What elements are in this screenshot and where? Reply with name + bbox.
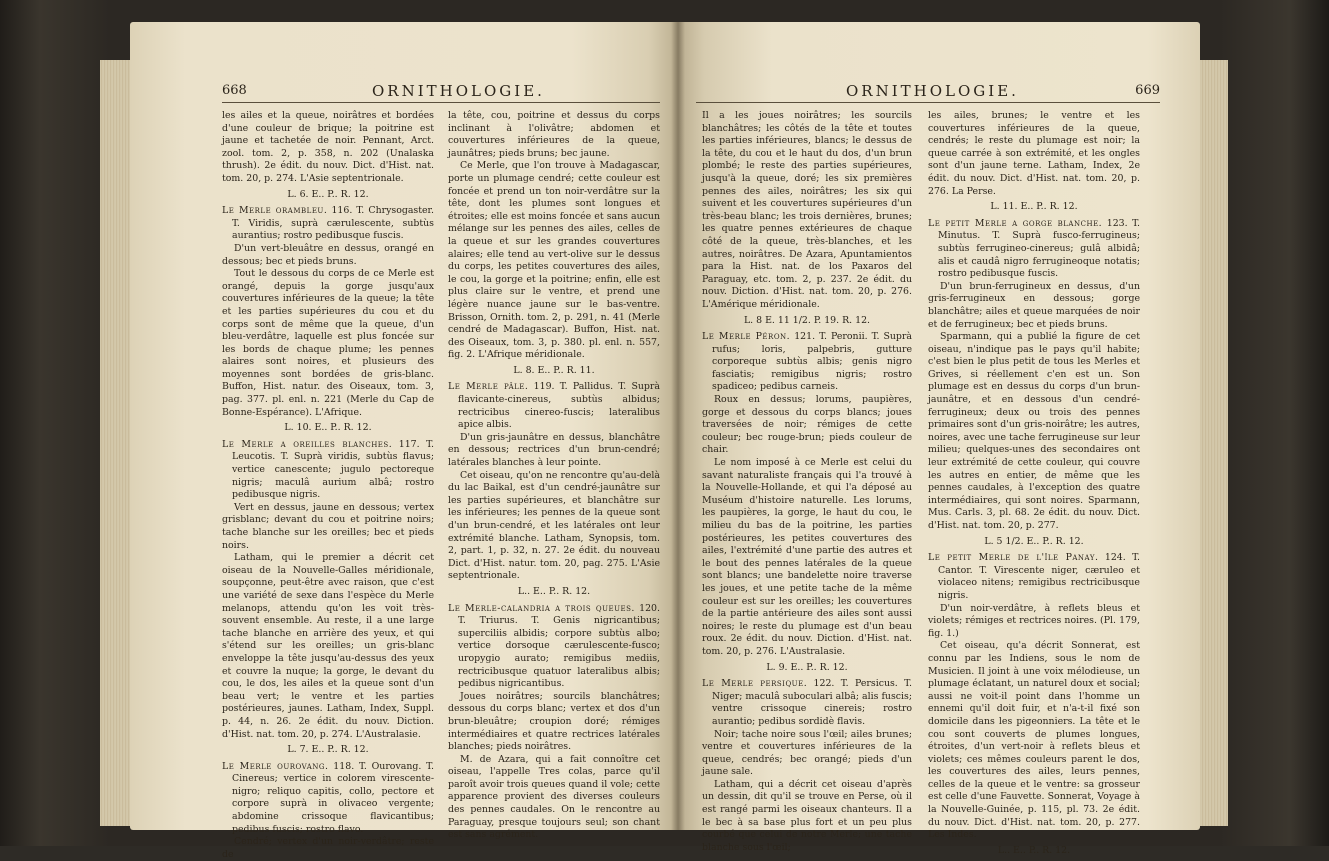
measurement-line: L. 11. E.. P.. R. 12. — [990, 201, 1078, 213]
measurement-line: L. 8 E. 11 1/2. P. 19. R. 12. — [743, 314, 871, 326]
paragraph: D'un gris-jaunâtre en dessus, blanchâtre en dessous; rectrices d'un brun-cendré; latérales blanches à leur pointe. — [448, 431, 660, 469]
species-name: Le Merle persique. — [702, 678, 808, 690]
book-gutter — [671, 22, 685, 830]
species-diagnosis: 118. T. Ourovang. T. Cinereus; vertice in colorem virescente-nigro; reliquo capitis, collo, pectore et corpore suprà in olivaceo vergente; abdomine crissoque flavicantibus; pedibus fuscis; rostro flavo. — [232, 760, 434, 835]
paragraph: Noir; tache noire sous l'œil; ailes brunes; ventre et couvertures inférieures de la queue, cendrés; bec orangé; pieds d'un jaune sale. — [702, 728, 912, 778]
paragraph: Roux en dessus; lorums, paupières, gorge et dessous du corps blancs; joues traversées de noir; rémiges de cette couleur; bec rouge-brun; pieds couleur de chair. — [702, 394, 912, 456]
paragraph: Ce Merle, que l'on trouve à Madagascar, porte un plumage cendré; cette couleur est foncée et prend un ton noir-verdâtre sur la tête, dont les plumes sont longues et étroites; elle est moins foncée et sans aucun mélange sur les pennes des ailes, celles de la queue et sur les grandes couvertures alaires; elle tend au vert-olive sur le dessus du corps, les petites couvertures des ailes, le cou, la gorge et la poitrine; enfin, elle est plus claire sur le ventre, et prend une légère nuance jaune sur le bas-ventre. Brisson, Ornith. tom. 2, p. 291, n. 41 (Merle cendré de Madagascar). Buffon, Hist. nat. des Oiseaux, tom. 3, p. 380. pl. enl. n. 557, fig. 2. L'Afrique méridionale. — [448, 160, 660, 361]
paragraph: D'un brun-ferrugineux en dessus, d'un gris-ferrugineux en dessous; gorge blanchâtre; ailes et queue marquées de noir et de ferrugineux; bec et pieds bruns. — [928, 280, 1140, 330]
species-entry — [928, 218, 1140, 281]
species-entry — [448, 381, 660, 431]
running-title: ORNITHOLOGIE. — [846, 82, 1019, 100]
paragraph: Joues noirâtres; sourcils blanchâtres; dessous du corps blanc; vertex et dos d'un brun-bleuâtre; croupion doré; rémiges intermédiaires et quatre rectrices latérales blanches; pieds noirâtres. — [448, 690, 660, 753]
header-rule — [222, 102, 660, 103]
right-page-column-1 — [702, 110, 912, 853]
paragraph: Latham, qui le premier a décrit cet oiseau de la Nouvelle-Galles méridionale, soupçonne, peut-être avec raison, que c'est une variété de sexe dans l'espèce du Merle melanops, attendu qu'on les voit très-souvent ensemble. Au reste, il a une large tache blanche en arrière des yeux, et qui s'étend sur les oreilles; un gris-blanc enveloppe la tête jusqu'au-dessus des yeux et couvre la nuque; la gorge, le devant du cou, le dos, les ailes et la queue sont d'un beau vert; le ventre et les parties postérieures, jaunes. Latham, Index, Suppl. p. 44, n. 26. 2e édit. du nouv. Diction. d'Hist. nat. tom. 20, p. 274. L'Australasie. — [222, 552, 434, 740]
page-number: 668 — [222, 83, 247, 98]
right-page-edges — [1198, 60, 1228, 826]
paragraph: D'un vert-bleuâtre en dessus, orangé en dessous; bec et pieds bruns. — [222, 242, 434, 267]
species-name: Le petit Merle de l'île Panay. — [928, 552, 1099, 564]
measurement-line: L.. E.. P.. R. 12. — [997, 844, 1071, 856]
species-diagnosis: 121. T. Peronii. T. Suprà rufus; loris, palpebris, gutture corporeque subtùs albis; genis nigro fasciatis; remigibus nigris; rostro spadiceo; pedibus carneis. — [712, 331, 912, 393]
paragraph: Cendré; vertex d'un noir-verdâtre; reste de — [222, 836, 434, 860]
paragraph: Sparmann, qui a publié la figure de cet oiseau, n'indique pas le pays qu'il habite; c'est bien le plus petit de tous les Merles et Grives, si réellement c'en est un. Son plumage est en dessus du corps d'un brun-jaunâtre, et en dessous d'un cendré-ferrugineux; deux ou trois des pennes primaires sont d'un gris-noirâtre; les autres, noires, avec une tache ferrugineuse sur leur milieu; quelques-unes des secondaires ont leur extrémité de cette couleur, qui couvre les autres en entier, de même que les pennes caudales, à l'exception des quatre intermédiaires, qui sont noires. Sparmann, Mus. Carls. 3, pl. 68. 2e édit. du nouv. Dict. d'Hist. nat. tom. 20, p. 277. — [928, 331, 1140, 531]
species-entry — [702, 331, 912, 394]
species-entry — [222, 761, 434, 837]
paragraph: Tout le dessous du corps de ce Merle est orangé, depuis la gorge jusqu'aux couvertures inférieures de la queue; la tête et les parties supérieures du cou et du corps sont de même que la queue, d'un bleu-verdâtre, laquelle est plus foncée sur les bords de chaque plume; les pennes alaires sont noires, et plusieurs des moyennes sont bordées de gris-blanc. Buffon, Hist. natur. des Oiseaux, tom. 3, pag. 377. pl. enl. n. 221 (Merle du Cap de Bonne-Espérance). L'Afrique. — [222, 268, 434, 418]
right-page-header — [696, 82, 1160, 104]
species-entry — [222, 205, 434, 243]
species-name: Le Merle-calandria a trois queues. — [448, 602, 635, 614]
left-page-edges — [100, 60, 130, 826]
running-title: ORNITHOLOGIE. — [372, 82, 545, 100]
continued-paragraph: Il a les joues noirâtres; les sourcils blanchâtres; les côtés de la tête et toutes les parties inférieures, blancs; le dessus de la tête, du cou et le haut du dos, d'un brun plombé; le reste des parties supérieures, jusqu'à la queue, doré; les six premières pennes des ailes, noirâtres; les six qui suivent et les couvertures supérieures d'un très-beau blanc; les trois dernières, brunes; les quatre pennes extérieures de chaque côté de la queue, très-blanches, et les autres, noirâtres. De Azara, Apuntamientos para la Hist. nat. de los Paxaros del Paraguay, etc. tom. 2, p. 237. 2e édit. du nouv. Diction. d'Hist. nat. tom. 20, p. 276. L'Amérique méridionale. — [702, 110, 912, 310]
species-entry — [928, 552, 1140, 602]
left-page-header — [222, 82, 660, 104]
species-diagnosis: 124. T. Cantor. T. Virescente niger, cæruleo et violaceo nitens; remigibus rectricibusque nigris. — [938, 552, 1141, 601]
species-name: Le Merle ourovang. — [222, 760, 329, 772]
species-diagnosis: 123. T. Minutus. T. Suprà fusco-ferrugineus; subtùs ferrugineo-cinereus; gulâ albidâ; alis et caudâ nigro ferrugineoque notatis; rostro pedibusque fuscis. — [938, 217, 1141, 280]
species-diagnosis: 122. T. Persicus. T. Niger; maculâ suboculari albâ; alis fuscis; ventre crissoque cinereis; rostro aurantio; pedibus sordidè flavis. — [712, 678, 912, 727]
paragraph: D'un noir-verdâtre, à reflets bleus et violets; rémiges et rectrices noires. (Pl. 179, fig. 1.) — [928, 602, 1140, 639]
paragraph: Vert en dessus, jaune en dessous; vertex grisblanc; devant du cou et poitrine noirs; tache blanche sur les oreilles; bec et pieds noirs. — [222, 501, 434, 551]
species-diagnosis: 120. T. Triurus. T. Genis nigricantibus; superciliis albidis; corpore subtùs albo; vertice dorsoque cærulescente-fusco; uropygio aurato; remigibus mediis, rectricibusque quatuor lateralibus albis; pedibus nigricantibus. — [458, 602, 661, 690]
species-name: Le Merle Péron. — [702, 331, 791, 343]
header-rule — [696, 102, 1160, 103]
species-diagnosis: 117. T. Leucotis. T. Suprà viridis, subtùs flavus; vertice canescente; jugulo pectoreque nigris; maculâ aurium albâ; rostro pedibusque nigris. — [232, 438, 434, 501]
page-number: 669 — [1135, 83, 1160, 98]
measurement-line: L. 6. E.. P.. R. 12. — [287, 188, 369, 200]
right-page-column-2 — [928, 110, 1141, 856]
species-name: Le Merle a oreilles blanches. — [222, 438, 393, 450]
measurement-line: L. 9. E.. P.. R. 12. — [766, 661, 848, 673]
continued-paragraph: les ailes et la queue, noirâtres et bordées d'une couleur de brique; la poitrine est jaune et tachetée de noir. Pennant, Arct. zool. tom. 2, p. 358, n. 202 (Unalaska thrush). 2e édit. du nouv. Dict. d'Hist. nat. tom. 20, p. 274. L'Asie septentrionale. — [222, 110, 434, 184]
left-page-column-2 — [448, 110, 661, 841]
right-page — [678, 22, 1200, 856]
measurement-line: L. 5 1/2. E.. P.. R. 12. — [984, 535, 1084, 547]
species-entry — [448, 603, 660, 691]
paragraph: Le nom imposé à ce Merle est celui du savant naturaliste français qui l'a trouvé à la Nouvelle-Hollande, et qui l'a déposé au Muséum d'histoire naturelle. Les lorums, les paupières, la gorge, le haut du cou, le milieu du bas de la poitrine, les parties postérieures, les petites couvertures des ailes, l'extrémité d'une partie des autres et le bout des pennes latérales de la queue sont blancs; une bandelette noire traverse les joues, et une petite tache de la même couleur est sur les oreilles; les couvertures de la partie antérieure des ailes sont aussi noires; le reste du plumage est d'un beau roux. 2e édit. du nouv. Diction. d'Hist. nat. tom. 20, p. 276. L'Australasie. — [702, 457, 912, 657]
species-entry — [222, 439, 434, 502]
species-name: Le Merle orambleu. — [222, 205, 328, 217]
measurement-line: L.. E.. P.. R. 12. — [517, 585, 591, 597]
species-name: Le petit Merle a gorge blanche. — [928, 217, 1103, 229]
measurement-line: L. 7. E.. P.. R. 12. — [287, 744, 369, 756]
measurement-line: L. 10. E.. P.. R. 12. — [284, 422, 372, 434]
paragraph: Cet oiseau, qu'a décrit Sonnerat, est connu par les Indiens, sous le nom de Musicien. Il joint à une voix mélodieuse, un plumage éclatant, un naturel doux et social; aussi ne voit-il point dans l'homme un ennemi qu'il doit fuir, et n'a-t-il fixé son domicile dans les pigeonniers. La tête et le cou sont couverts de plumes longues, étroites, d'un vert-noir à reflets bleus et violets; ces mêmes couleurs parent le dos, les couvertures des ailes, leurs pennes, celles de la queue et le ventre: sa grosseur est celle d'une Fauvette. Sonnerat, Voyage à la Nouvelle-Guinée, p. 115, pl. 73. 2e édit. du nouv. Dict. d'Hist. nat. tom. 20, p. 277. Les Indes. — [928, 640, 1140, 841]
measurement-line: L. 8. E.. P.. R. 11. — [513, 364, 595, 376]
continued-paragraph: la tête, cou, poitrine et dessus du corps inclinant à l'olivâtre; abdomen et couvertures inférieures de la queue, jaunâtres; pieds bruns; bec jaune. — [448, 110, 660, 159]
species-diagnosis: 119. T. Pallidus. T. Suprà flavicante-cinereus, subtùs albidus; rectricibus cinereo-fuscis; lateralibus apice albis. — [458, 381, 660, 431]
paragraph: M. de Azara, qui a fait connoître cet oiseau, l'appelle Tres colas, parce qu'il paroît avoir trois queues quand il vole; cette apparence provient des diverses couleurs des pennes caudales. On le rencontre au Paraguay, presque toujours seul; son chant est sans agrément. — [448, 753, 660, 841]
species-name: Le Merle pâle. — [448, 381, 529, 393]
continued-paragraph: les ailes, brunes; le ventre et les couvertures inférieures de la queue, cendrés; le reste du plumage est noir; la queue carrée à son extrémité, et les ongles sont d'un jaune terne. Latham, Index, 2e édit. du nouv. Dict. d'Hist. nat. tom. 20, p. 276. La Perse. — [928, 110, 1140, 197]
species-diagnosis: 116. T. Chrysogaster. T. Viridis, suprà cærulescente, subtùs aurantius; rostro pedibusque fuscis. — [232, 205, 434, 242]
species-entry — [702, 678, 912, 728]
paragraph: Latham, qui a décrit cet oiseau d'après un dessin, dit qu'il se trouve en Perse, où il est rangé parmi les oiseaux chanteurs. Il a le bec à sa base plus fort et un peu plus courbé que celui de notre Merle; une tache blanche sous l'œil; — [702, 778, 912, 853]
left-page — [130, 22, 682, 860]
paragraph: Cet oiseau, qu'on ne rencontre qu'au-delà du lac Baikal, est d'un cendré-jaunâtre sur les parties supérieures, et blanchâtre sur les inférieures; les pennes de la queue sont d'un brun-cendré, et les latérales ont leur extrémité blanche. Latham, Synopsis, tom. 2, part. 1, p. 32, n. 27. 2e édit. du nouveau Dict. d'Hist. natur. tom. 20, pag. 275. L'Asie septentrionale. — [448, 469, 660, 582]
left-page-column-1 — [222, 110, 434, 860]
